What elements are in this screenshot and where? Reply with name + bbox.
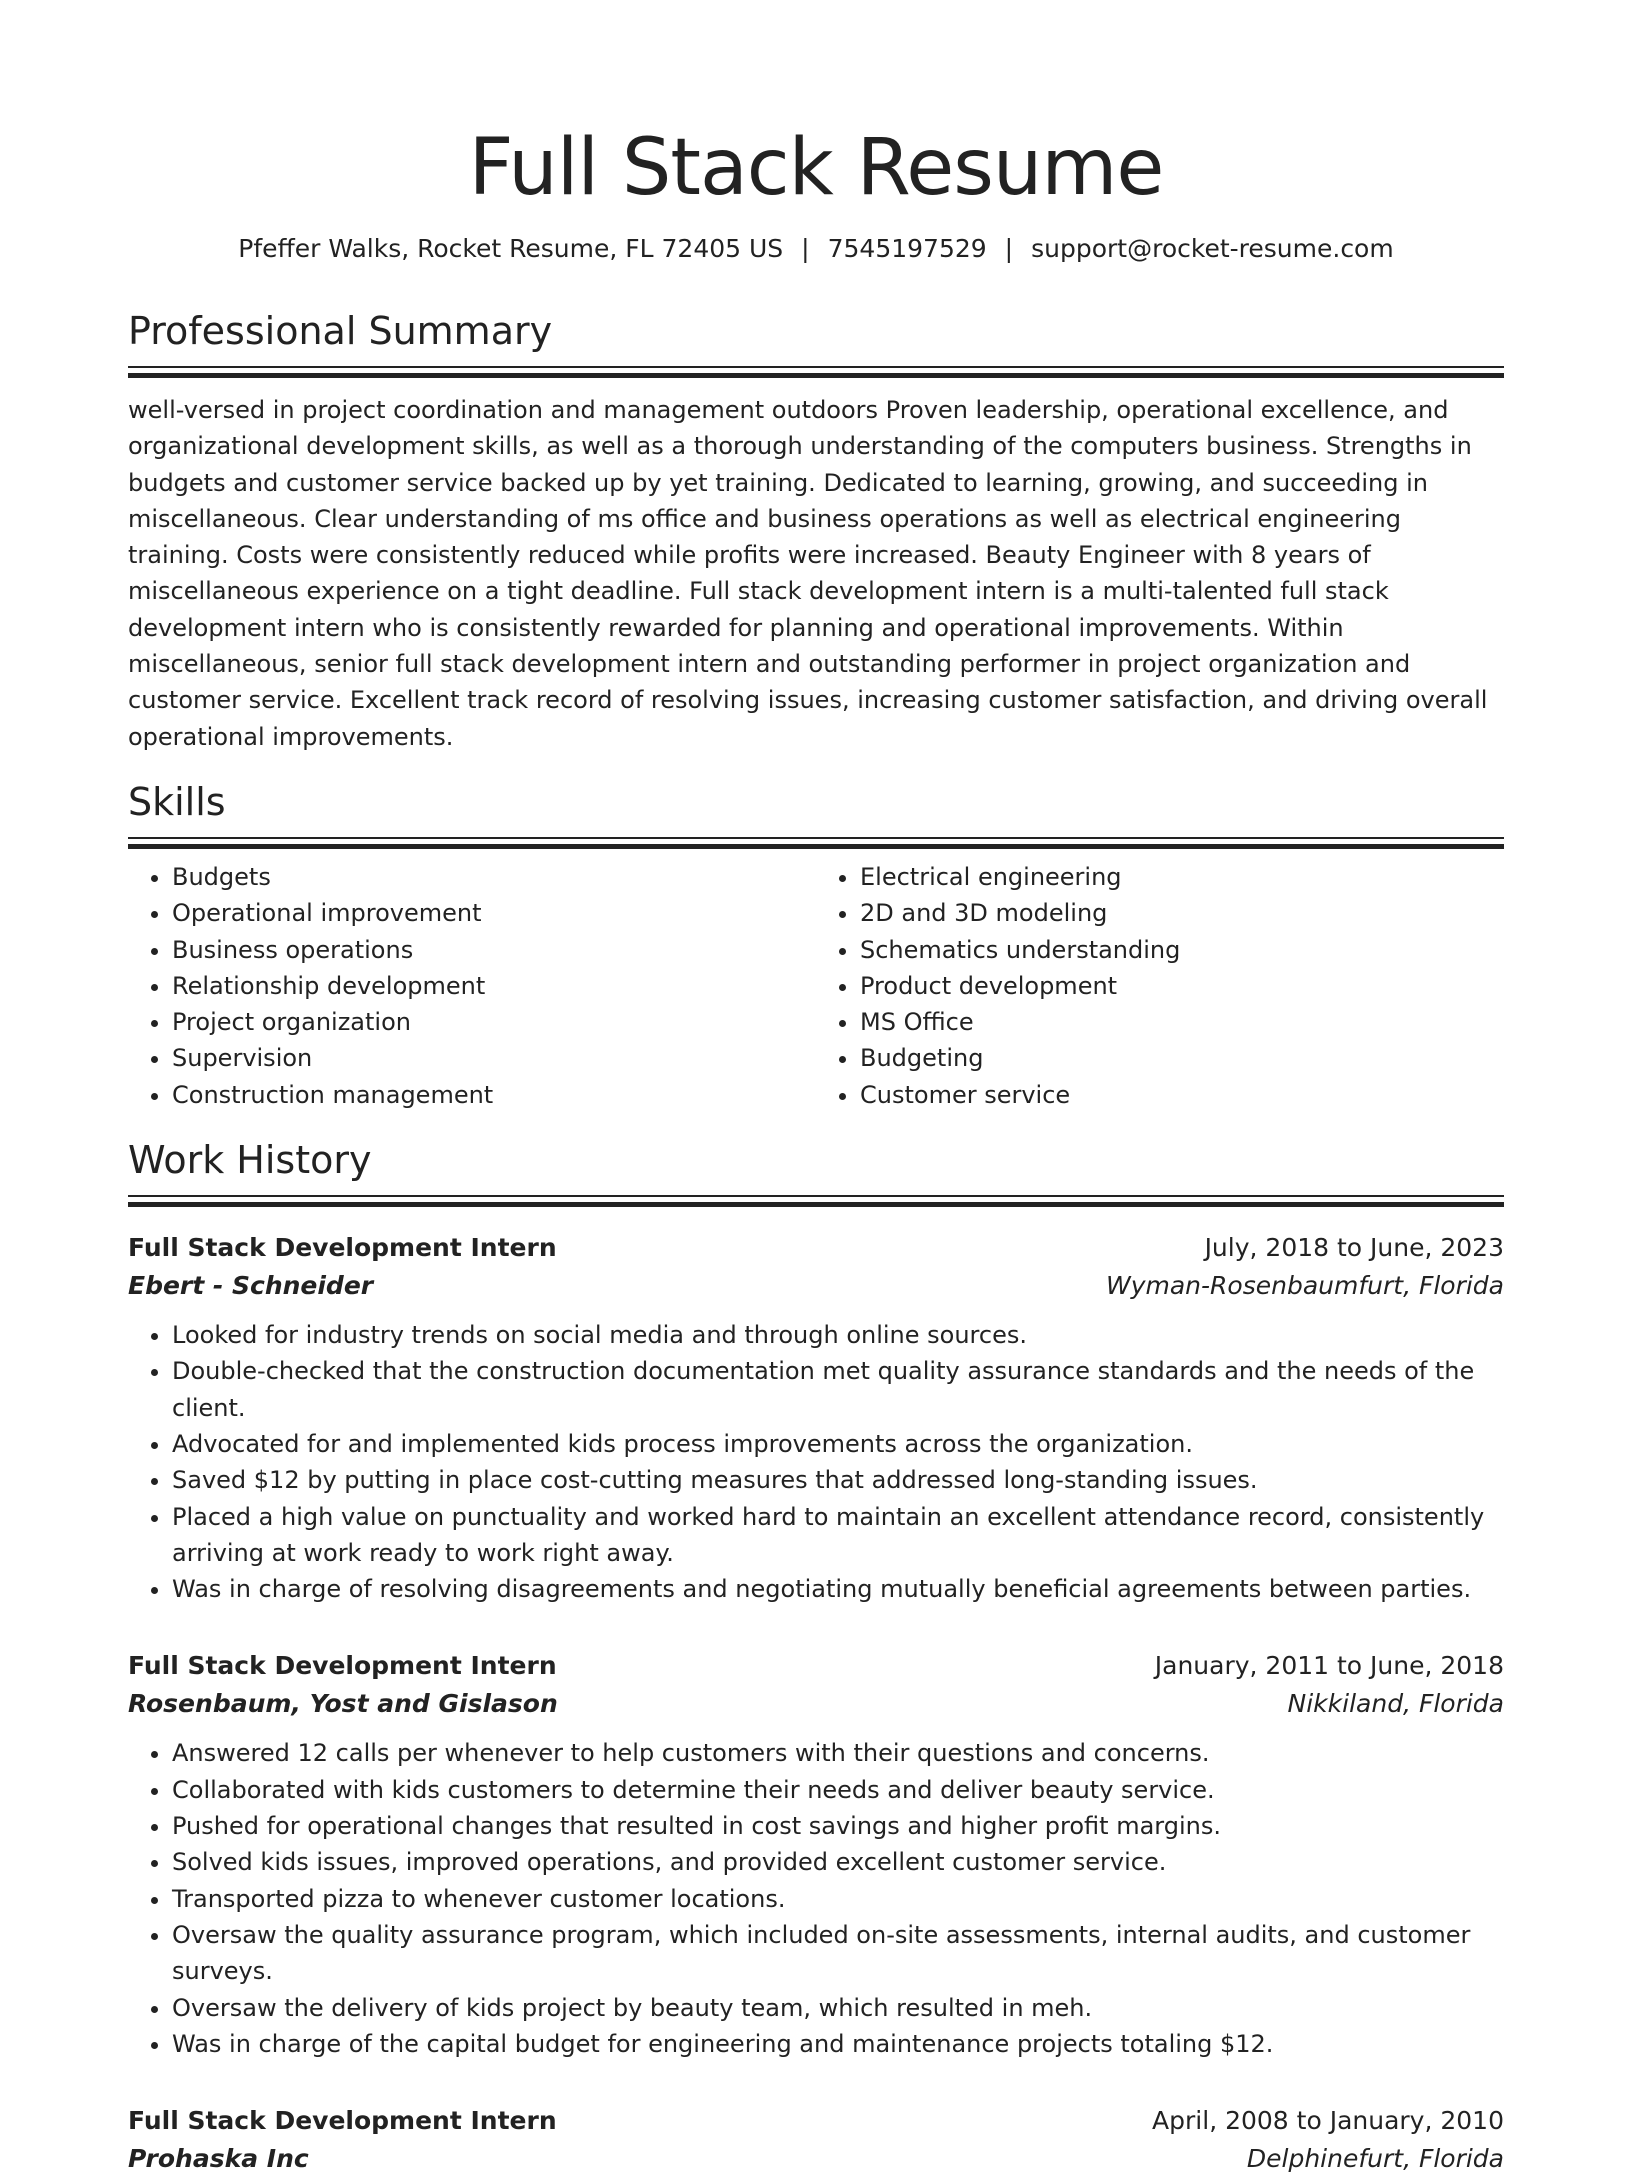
skill-item: • Product development [860, 968, 1504, 1004]
skill-item: • Relationship development [172, 968, 816, 1004]
jobs-list [128, 1229, 1504, 2178]
skill-item: • Budgeting [860, 1040, 1504, 1076]
skills-list-right [816, 859, 1504, 1113]
job-dates: July, 2018 to June, 2023 [1204, 1233, 1504, 1263]
job-bullet: • Was in charge of resolving disagreements and negotiating mutually beneficial agreements between parties. [172, 1571, 1504, 1607]
contact-line [128, 232, 1504, 266]
contact-address: Pfeffer Walks, Rocket Resume, FL 72405 US [238, 234, 784, 263]
job-bullet: • Looked for industry trends on social media and through online sources. [172, 1317, 1504, 1353]
section-heading-work: Work History [128, 1138, 372, 1183]
skill-item: • 2D and 3D modeling [860, 895, 1504, 931]
skill-item: • Supervision [172, 1040, 816, 1076]
section-heading-skills: Skills [128, 779, 226, 824]
job-location: Wyman-Rosenbaumfurt, Florida [1105, 1271, 1504, 1301]
job-title: Full Stack Development Intern [128, 1651, 557, 1681]
job-dates: April, 2008 to January, 2010 [1152, 2106, 1504, 2136]
contact-phone: 7545197529 [827, 234, 987, 263]
skill-item: • Project organization [172, 1004, 816, 1040]
job-company: Rosenbaum, Yost and Gislason [128, 1689, 558, 1719]
job-bullet: • Solved kids issues, improved operations, and provided excellent customer service. [172, 1844, 1504, 1880]
skills-section [128, 777, 1504, 1113]
job-company: Ebert - Schneider [128, 1271, 374, 1301]
contact-email[interactable]: support@rocket-resume.com [1031, 234, 1394, 263]
job-entry [128, 1647, 1504, 2062]
job-location: Delphinefurt, Florida [1246, 2144, 1504, 2174]
job-subheader-row [128, 1685, 1504, 1723]
job-entry [128, 2102, 1504, 2178]
skill-item: • Budgets [172, 859, 816, 895]
job-entry [128, 1229, 1504, 1607]
contact-separator: | [801, 234, 810, 263]
job-subheader-row [128, 2140, 1504, 2178]
skill-item: • Electrical engineering [860, 859, 1504, 895]
job-bullet: • Double-checked that the construction documentation met quality assurance standards and the needs of the client. [172, 1353, 1504, 1426]
section-heading-summary: Professional Summary [128, 309, 553, 353]
resume-title: Full Stack Resume [468, 123, 1164, 213]
job-bullet: • Oversaw the quality assurance program, which included on-site assessments, internal audits, and customer surveys. [172, 1917, 1504, 1990]
job-title: Full Stack Development Intern [128, 1233, 557, 1263]
job-bullet: • Collaborated with kids customers to determine their needs and deliver beauty service. [172, 1772, 1504, 1808]
job-bullet: • Placed a high value on punctuality and worked hard to maintain an excellent attendance record, consistently arriving at work ready to work right away. [172, 1499, 1504, 1572]
summary-text: well-versed in project coordination and management outdoors Proven leadership, operational excellence, and organizational development skills, as well as a thorough understanding of the computers business. Strengths in budgets and customer service backed up by yet training. Dedicated to learning, growing, and succeeding in miscellaneous. Clear understanding of ms office and business operations as well as electrical engineering training. Costs were consistently reduced while profits were increased. Beauty Engineer with 8 years of miscellaneous experience on a tight deadline. Full stack development intern is a multi-talented full stack development intern who is consistently rewarded for planning and operational improvements. Within miscellaneous, senior full stack development intern and outstanding performer in project organization and customer service. Excellent track record of resolving issues, increasing customer satisfaction, and driving overall operational improvements. [128, 396, 1488, 751]
skill-item: • MS Office [860, 1004, 1504, 1040]
job-header-row [128, 2102, 1504, 2140]
skill-item: • Operational improvement [172, 895, 816, 931]
job-header-row [128, 1647, 1504, 1685]
skills-columns [128, 859, 1504, 1113]
job-title: Full Stack Development Intern [128, 2106, 557, 2136]
work-history-section [128, 1135, 1504, 2178]
contact-separator: | [1004, 234, 1014, 263]
skills-list-left [128, 859, 816, 1113]
job-header-row [128, 1229, 1504, 1267]
professional-summary-section [128, 306, 1504, 755]
job-bullet: • Oversaw the delivery of kids project by beauty team, which resulted in meh. [172, 1990, 1504, 2026]
job-bullet: • Answered 12 calls per whenever to help customers with their questions and concerns. [172, 1735, 1504, 1771]
job-dates: January, 2011 to June, 2018 [1154, 1651, 1504, 1681]
job-bullet: • Pushed for operational changes that resulted in cost savings and higher profit margins. [172, 1808, 1504, 1844]
job-company: Prohaska Inc [128, 2144, 309, 2174]
section-divider [128, 837, 1504, 849]
skill-item: • Construction management [172, 1077, 816, 1113]
job-bullet: • Advocated for and implemented kids process improvements across the organization. [172, 1426, 1504, 1462]
job-bullet: • Saved $12 by putting in place cost-cutting measures that addressed long-standing issues. [172, 1462, 1504, 1498]
resume-page [128, 0, 1504, 2178]
skill-item: • Schematics understanding [860, 932, 1504, 968]
job-subheader-row [128, 1267, 1504, 1305]
job-bullet-list [128, 1735, 1504, 2062]
section-divider [128, 366, 1504, 378]
skill-item: • Business operations [172, 932, 816, 968]
skill-item: • Customer service [860, 1077, 1504, 1113]
job-bullet: • Transported pizza to whenever customer locations. [172, 1881, 1504, 1917]
job-bullet-list [128, 1317, 1504, 1607]
section-divider [128, 1195, 1504, 1207]
job-bullet: • Was in charge of the capital budget for engineering and maintenance projects totaling $12. [172, 2026, 1504, 2062]
job-location: Nikkiland, Florida [1287, 1689, 1504, 1719]
